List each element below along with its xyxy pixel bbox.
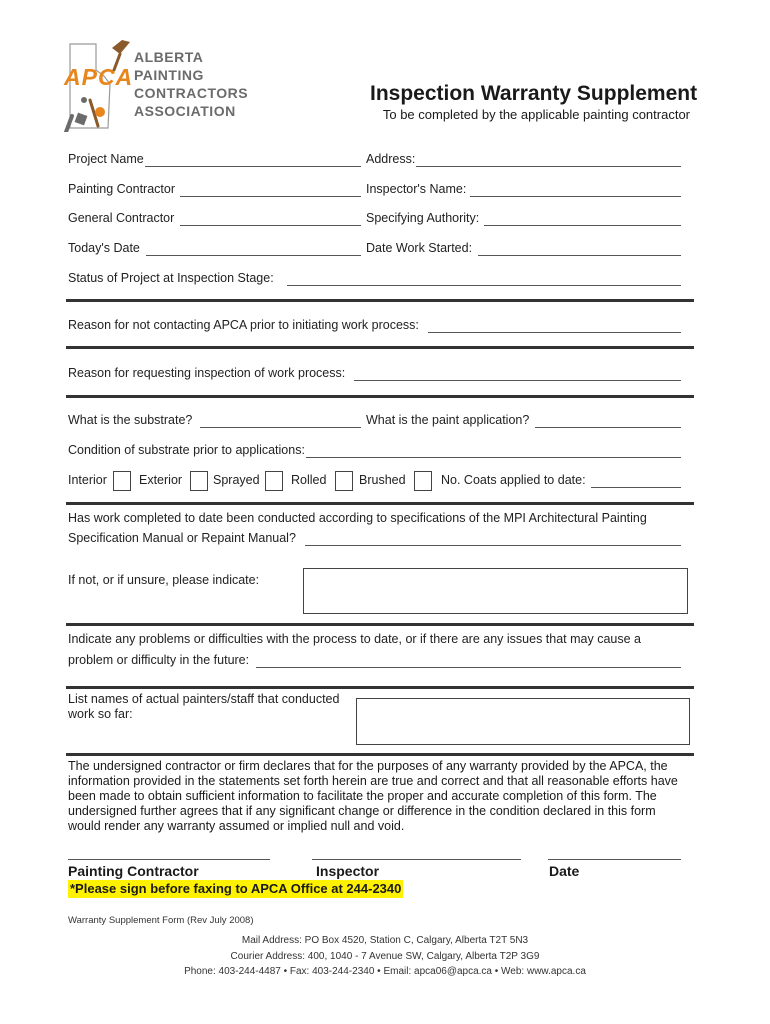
date-work-started-field[interactable] [478, 255, 681, 256]
brushed-checkbox[interactable] [414, 471, 432, 491]
courier-address: Courier Address: 400, 1040 - 7 Avenue SW, Calgary, Alberta T2P 3G9 [230, 951, 540, 962]
painters-textbox[interactable] [356, 698, 690, 745]
specifying-authority-field[interactable] [484, 225, 681, 226]
exterior-label: Exterior [139, 473, 183, 487]
todays-date-field[interactable] [146, 255, 361, 256]
painting-contractor-label: Painting Contractor [68, 182, 176, 196]
contact-info: Phone: 403-244-4487 • Fax: 403-244-2340 • Email: apca06@apca.ca • Web: www.apca.ca [184, 966, 586, 977]
form-title: Inspection Warranty Supplement [370, 82, 698, 105]
painters-line2: work so far: [68, 707, 133, 721]
mpi-answer-field[interactable] [305, 545, 681, 546]
project-name-field[interactable] [145, 166, 361, 167]
inspector-signature-line[interactable] [312, 859, 521, 860]
section-divider [66, 753, 694, 756]
address-label: Address: [366, 152, 416, 166]
date-signature-line[interactable] [548, 859, 681, 860]
painting-contractor-field[interactable] [180, 196, 361, 197]
section-divider [66, 346, 694, 349]
specifying-authority-label: Specifying Authority: [366, 211, 480, 225]
inspectors-name-label: Inspector's Name: [366, 182, 467, 196]
rolled-label: Rolled [291, 473, 327, 487]
interior-checkbox[interactable] [113, 471, 131, 491]
logo-name [134, 48, 248, 120]
declaration-line2: information provided in the statements set forth herein are true and correct and that all reasonable efforts have [68, 774, 678, 788]
problems-line1: Indicate any problems or difficulties with the process to date, or if there are any issues that may cause a [68, 632, 641, 646]
problems-field[interactable] [256, 667, 681, 668]
interior-label: Interior [68, 473, 107, 487]
substrate-label: What is the substrate? [68, 413, 193, 427]
paint-application-label: What is the paint application? [366, 413, 530, 427]
section-divider [66, 623, 694, 626]
mail-address: Mail Address: PO Box 4520, Station C, Calgary, Alberta T2T 5N3 [241, 935, 529, 946]
inspector-signature-label: Inspector [316, 863, 380, 879]
date-work-started-label: Date Work Started: [366, 241, 473, 255]
section-divider [66, 299, 694, 302]
status-of-project-label: Status of Project at Inspection Stage: [68, 271, 274, 285]
declaration-line4: undersigned further agrees that if any significant change or difference in the condition declared in this form [68, 804, 656, 818]
apca-logo [56, 40, 249, 136]
inspectors-name-field[interactable] [470, 196, 681, 197]
declaration-line5: would render any warranty assumed or implied null and void. [68, 819, 405, 833]
general-contractor-label: General Contractor [68, 211, 175, 225]
substrate-field[interactable] [200, 427, 361, 428]
declaration-text [68, 759, 678, 834]
status-of-project-field[interactable] [287, 285, 681, 286]
reason-not-contacting-field[interactable] [428, 332, 681, 333]
general-contractor-field[interactable] [180, 225, 361, 226]
mpi-question-line1: Has work completed to date been conducted according to specifications of the MPI Architectural Painting [68, 511, 647, 525]
mpi-question-line2: Specification Manual or Repaint Manual? [68, 531, 296, 545]
condition-of-substrate-field[interactable] [306, 457, 681, 458]
paint-application-field[interactable] [535, 427, 681, 428]
sprayed-checkbox[interactable] [265, 471, 283, 491]
painting-contractor-signature-label: Painting Contractor [68, 863, 199, 879]
declaration-line1: The undersigned contractor or firm declares that for the purposes of any warranty provided by the APCA, the [68, 759, 668, 773]
reason-requesting-field[interactable] [354, 380, 681, 381]
section-divider [66, 395, 694, 398]
form-revision: Warranty Supplement Form (Rev July 2008) [68, 915, 254, 926]
problems-line2: problem or difficulty in the future: [68, 653, 250, 667]
logo-name-line2: PAINTING [134, 67, 204, 83]
logo-name-line4: ASSOCIATION [134, 103, 236, 119]
painting-contractor-signature-line[interactable] [68, 859, 270, 860]
sign-before-faxing-notice: *Please sign before faxing to APCA Office at 244-2340 [70, 881, 402, 896]
rolled-checkbox[interactable] [335, 471, 353, 491]
if-not-label: If not, or if unsure, please indicate: [68, 573, 260, 587]
form-subtitle: To be completed by the applicable painting contractor [382, 107, 690, 122]
no-coats-field[interactable] [591, 487, 681, 488]
logo-acronym: APCA [64, 64, 134, 90]
section-divider [66, 686, 694, 689]
logo-name-line1: ALBERTA [134, 49, 204, 65]
no-coats-label: No. Coats applied to date: [441, 473, 586, 487]
painters-line1: List names of actual painters/staff that conducted [68, 692, 340, 706]
reason-requesting-label: Reason for requesting inspection of work process: [68, 366, 346, 380]
condition-of-substrate-label: Condition of substrate prior to applications: [68, 443, 305, 457]
date-signature-label: Date [549, 863, 580, 879]
todays-date-label: Today's Date [68, 241, 140, 255]
if-not-textbox[interactable] [303, 568, 688, 614]
project-name-label: Project Name [68, 152, 144, 166]
declaration-line3: been made to obtain sufficient information to facilitate the proper and accurate completion of this form. The [68, 789, 657, 803]
logo-name-line3: CONTRACTORS [134, 85, 249, 101]
section-divider [66, 502, 694, 505]
exterior-checkbox[interactable] [190, 471, 208, 491]
brushed-label: Brushed [359, 473, 406, 487]
reason-not-contacting-label: Reason for not contacting APCA prior to initiating work process: [68, 318, 419, 332]
address-field[interactable] [416, 166, 681, 167]
sprayed-label: Sprayed [213, 473, 260, 487]
